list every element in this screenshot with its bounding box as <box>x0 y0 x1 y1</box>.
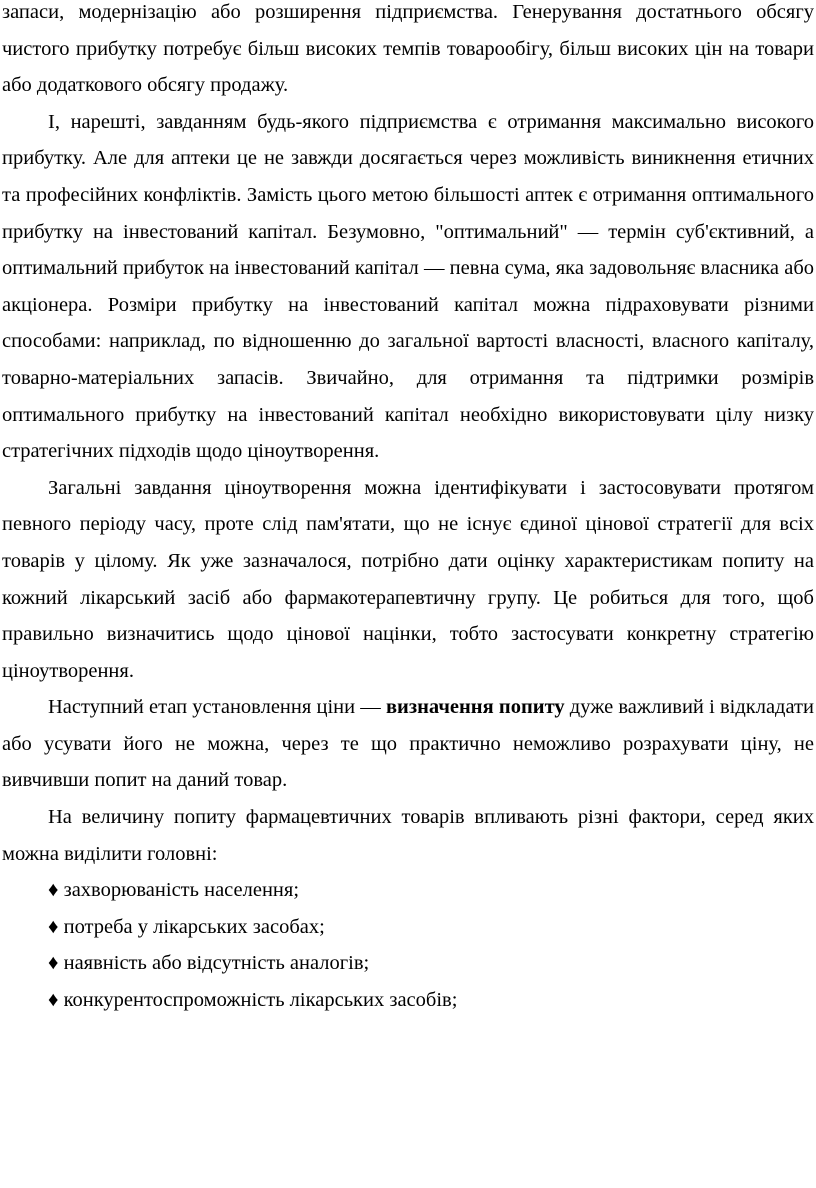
paragraph-demand-definition <box>2 689 814 799</box>
diamond-bullet-icon: ♦ <box>48 952 59 975</box>
paragraph-continuation: запаси, модернізацію або розширення підприємства. Генерування достатнього обсягу чистого прибутку потребує більш високих темпів товарообігу, більш високих цін на товари або додаткового обсягу продажу. <box>2 1 814 97</box>
list-item-text: захворюваність населення; <box>63 879 300 902</box>
bold-term-demand: визначення попиту <box>385 696 565 719</box>
paragraph-max-profit: І, нарешті, завданням будь-якого підприємства є отримання максимально високого прибутку. Але для аптеки це не завжди досягається через можливість виникнення етичних та професійних конфліктів. Замість цього метою більшості аптек є отримання оптимального прибутку на інвестований капітал. Безумовно, "оптимальний" — термін суб'єктивний, а оптимальний прибуток на інвестований капітал — певна сума, яка задовольняє власника або акціонера. Розміри прибутку на інвестований капітал можна підраховувати різними способами: наприклад, по відношенню до загальної вартості власності, власного капіталу, товарно-матеріальних запасів. Звичайно, для отримання та підтримки розмірів оптимального прибутку на інвестований капітал необхідно використовувати цілу низку стратегічних підходів щодо ціноутворення. <box>2 110 814 463</box>
list-item <box>2 872 814 909</box>
diamond-bullet-icon: ♦ <box>48 879 59 902</box>
diamond-bullet-icon: ♦ <box>48 915 59 938</box>
list-item <box>2 909 814 946</box>
list-item-text: конкурентоспроможність лікарських засобів; <box>63 989 458 1012</box>
paragraph-demand-text-before: Наступний етап установлення ціни — <box>48 696 386 719</box>
list-item-text: потреба у лікарських засобах; <box>63 915 325 938</box>
list-item <box>2 945 814 982</box>
diamond-bullet-icon: ♦ <box>48 989 59 1012</box>
list-item-text: наявність або відсутність аналогів; <box>63 952 370 975</box>
paragraph-demand-factors: На величину попиту фармацевтичних товарів впливають різні фактори, серед яких можна виділити головні: <box>2 806 814 865</box>
list-item <box>2 982 814 1019</box>
paragraph-demand-text-after: дуже важливий і відкладати або усувати його не можна, через те що практично неможливо розрахувати ціну, не вивчивши попит на даний товар. <box>2 696 814 792</box>
paragraph-pricing-tasks: Загальні завдання ціноутворення можна ідентифікувати і застосовувати протягом певного періоду часу, проте слід пам'ятати, що не існує єдиної цінової стратегії для всіх товарів у цілому. Як уже зазначалося, потрібно дати оцінку характеристикам попиту на кожний лікарський засіб або фармакотерапевтичну групу. Це робиться для того, щоб правильно визначитись щодо цінової націнки, тобто застосувати конкретну стратегію ціноутворення. <box>2 476 814 682</box>
